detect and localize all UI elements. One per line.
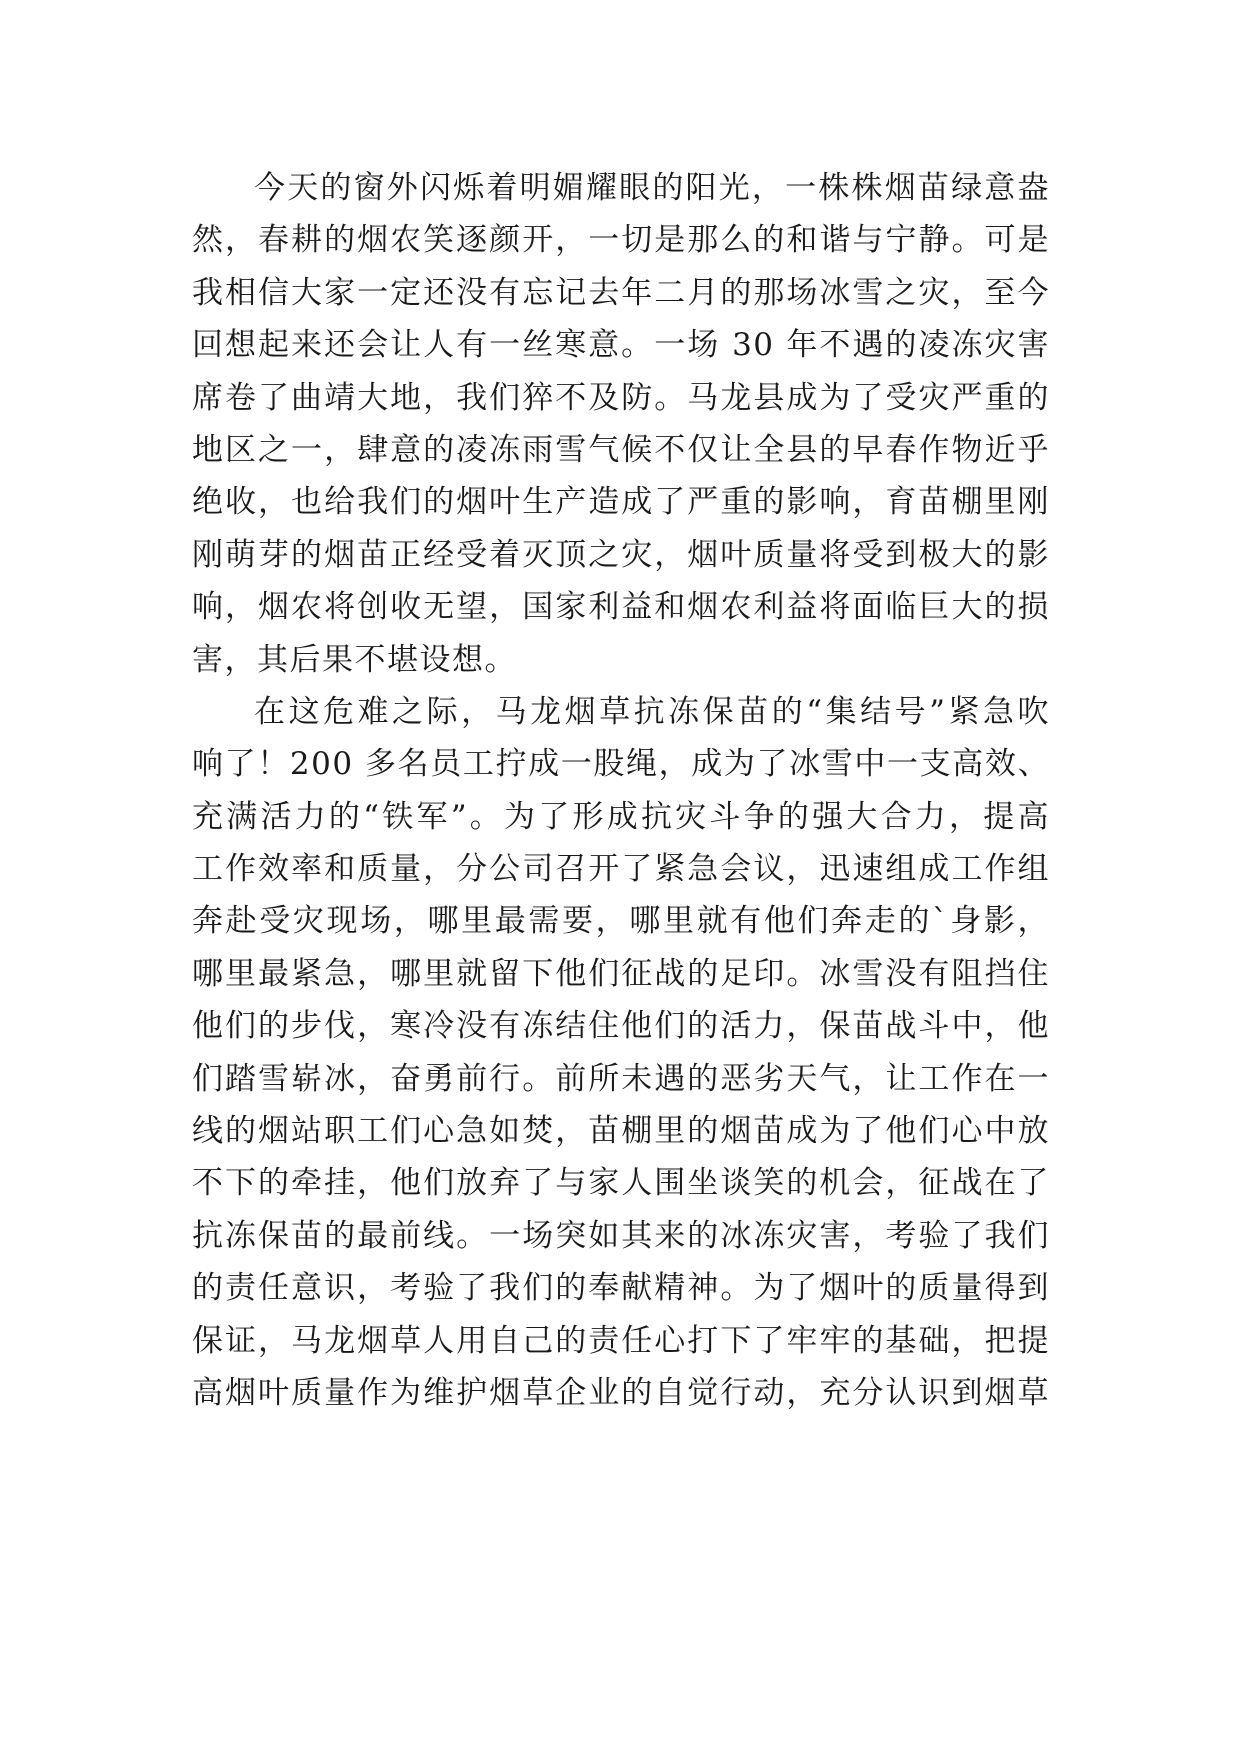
paragraph-1-line-8: 刚萌芽的烟苗正经受着灭顶之灾，烟叶质量将受到极大的影: [192, 536, 1050, 573]
paragraph-1-line-10: 害，其后果不堪设想。: [192, 641, 517, 678]
paragraph-1-line-7: 绝收，也给我们的烟叶生产造成了严重的影响，育苗棚里刚: [192, 484, 1050, 521]
paragraph-1-line-5: 席卷了曲靖大地，我们猝不及防。马龙县成为了受灾严重的: [192, 379, 1050, 416]
paragraph-2-line-8: 们踏雪崭冰，奋勇前行。前所未遇的恶劣天气，让工作在一: [192, 1060, 1050, 1097]
paragraph-1-line-9: 响，烟农将创收无望，国家利益和烟农利益将面临巨大的损: [192, 589, 1050, 626]
paragraph-2-line-9: 线的烟站职工们心急如焚，苗棚里的烟苗成为了他们心中放: [192, 1113, 1050, 1150]
paragraph-1-line-2: 然，春耕的烟农笑逐颜开，一切是那么的和谐与宁静。可是: [192, 222, 1050, 259]
paragraph-2-line-5: 奔赴受灾现场，哪里最需要，哪里就有他们奔走的`身影，: [192, 903, 1050, 940]
paragraph-1-line-1: 今天的窗外闪烁着明媚耀眼的阳光，一株株烟苗绿意盎: [254, 170, 1050, 206]
paragraph-2: [192, 686, 1050, 1419]
paragraph-2-line-12: 的责任意识，考验了我们的奉献精神。为了烟叶的质量得到: [192, 1270, 1050, 1307]
paragraph-1-line-6: 地区之一，肆意的凌冻雨雪气候不仅让全县的早春作物近乎: [192, 431, 1050, 468]
paragraph-2-line-2: 响了！200 多名员工拧成一股绳，成为了冰雪中一支高效、: [192, 746, 1050, 783]
paragraph-2-line-14: 高烟叶质量作为维护烟草企业的自觉行动，充分认识到烟草: [192, 1374, 1050, 1411]
paragraph-2-line-1: 在这危难之际，马龙烟草抗冻保苗的“集结号”紧急吹: [254, 693, 1050, 730]
paragraph-1: [192, 162, 1050, 686]
paragraph-2-line-7: 他们的步伐，寒冷没有冻结住他们的活力，保苗战斗中，他: [192, 1008, 1050, 1045]
paragraph-2-line-11: 抗冻保苗的最前线。一场突如其来的冰冻灾害，考验了我们: [192, 1217, 1050, 1254]
paragraph-2-line-10: 不下的牵挂，他们放弃了与家人围坐谈笑的机会，征战在了: [192, 1165, 1050, 1202]
paragraph-2-line-4: 工作效率和质量，分公司召开了紧急会议，迅速组成工作组: [192, 851, 1050, 888]
paragraph-2-line-13: 保证，马龙烟草人用自己的责任心打下了牢牢的基础，把提: [192, 1322, 1050, 1359]
document-body: [192, 162, 1050, 1419]
paragraph-2-line-6: 哪里最紧急，哪里就留下他们征战的足印。冰雪没有阻挡住: [192, 955, 1050, 992]
paragraph-2-line-3: 充满活力的“铁军”。为了形成抗灾斗争的强大合力，提高: [192, 798, 1050, 835]
paragraph-1-line-4: 回想起来还会让人有一丝寒意。一场 30 年不遇的凌冻灾害: [192, 327, 1050, 364]
paragraph-1-line-3: 我相信大家一定还没有忘记去年二月的那场冰雪之灾，至今: [192, 274, 1050, 311]
